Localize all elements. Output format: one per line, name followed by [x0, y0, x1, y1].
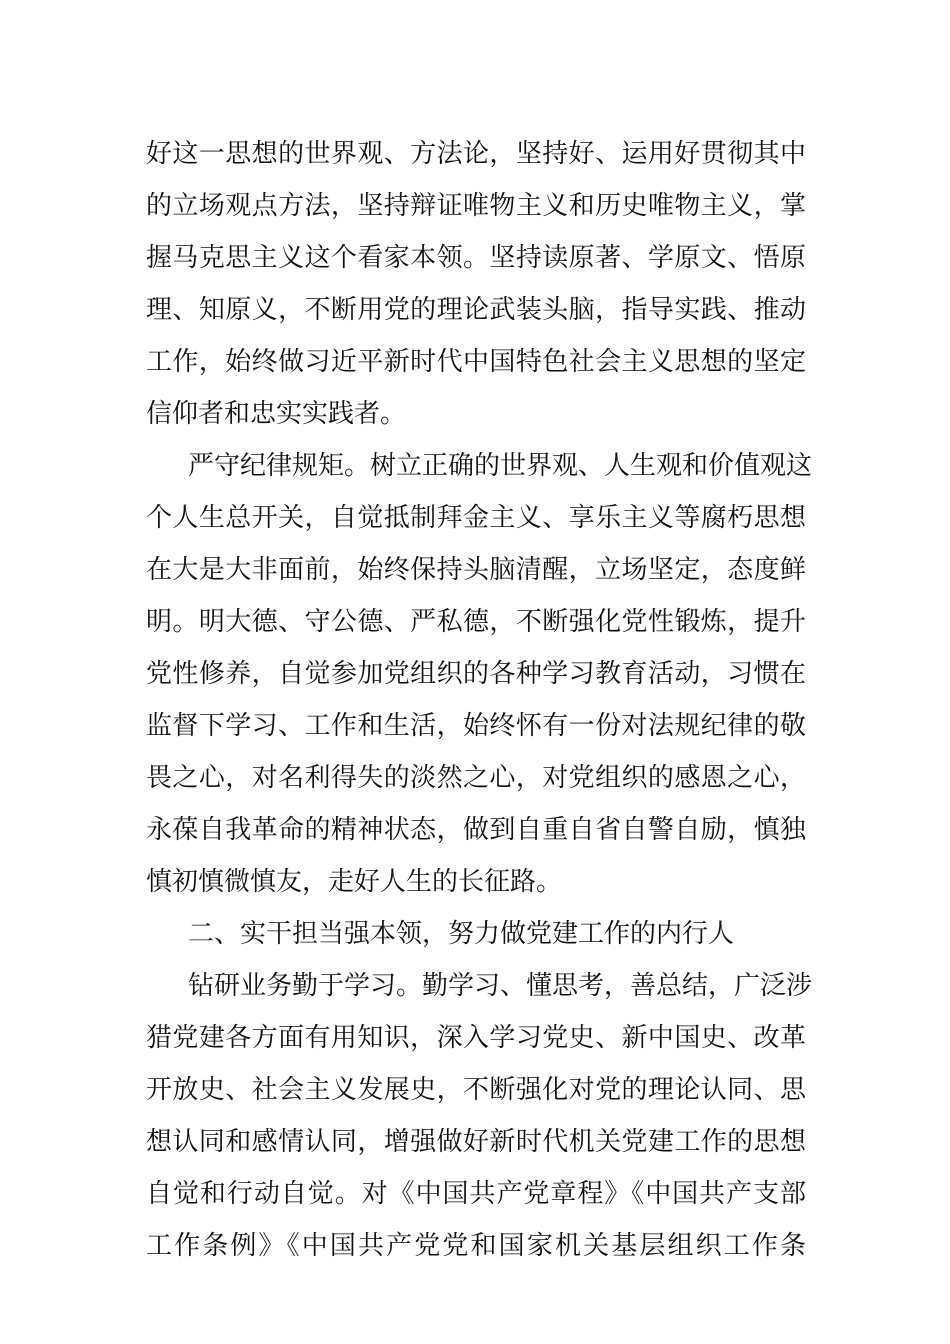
text-line: 监督下学习、工作和生活，始终怀有一份对法规纪律的敬 [146, 711, 806, 741]
document-page [146, 128, 813, 1272]
text-line: 自觉和行动自觉。对《中国共产党章程》《中国共产支部 [146, 1179, 806, 1209]
text-line: 党性修养，自觉参加党组织的各种学习教育活动，习惯在 [146, 659, 806, 689]
text-line: 畏之心，对名利得失的淡然之心，对党组织的感恩之心， [146, 763, 806, 793]
text-line: 想认同和感情认同，增强做好新时代机关党建工作的思想 [146, 1127, 806, 1157]
text-line: 工作条例》《中国共产党党和国家机关基层组织工作条 [146, 1231, 806, 1261]
text-line: 个人生总开关，自觉抵制拜金主义、享乐主义等腐朽思想 [146, 503, 806, 533]
text-line: 慎初慎微慎友，走好人生的长征路。 [146, 867, 563, 897]
text-line: 信仰者和忠实实践者。 [146, 399, 407, 429]
text-line: 在大是大非面前，始终保持头脑清醒，立场坚定，态度鲜 [146, 555, 806, 585]
text-line: 开放史、社会主义发展史，不断强化对党的理论认同、思 [146, 1075, 806, 1105]
text-line: 永葆自我革命的精神状态，做到自重自省自警自励，慎独 [146, 815, 806, 845]
paragraph-heading-line: 钻研业务勤于学习。勤学习、懂思考，善总结，广泛涉 [188, 971, 813, 1001]
text-line: 的立场观点方法，坚持辩证唯物主义和历史唯物主义，掌 [146, 191, 806, 221]
section-heading: 二、实干担当强本领，努力做党建工作的内行人 [188, 919, 735, 949]
paragraph-heading-line: 严守纪律规矩。树立正确的世界观、人生观和价值观这 [188, 451, 813, 481]
text-line: 猎党建各方面有用知识，深入学习党史、新中国史、改革 [146, 1023, 806, 1053]
text-line: 握马克思主义这个看家本领。坚持读原著、学原文、悟原 [146, 243, 806, 273]
text-line: 明。明大德、守公德、严私德，不断强化党性锻炼，提升 [146, 607, 806, 637]
text-line: 理、知原义，不断用党的理论武装头脑，指导实践、推动 [146, 295, 806, 325]
text-line: 工作，始终做习近平新时代中国特色社会主义思想的坚定 [146, 347, 806, 377]
text-line: 好这一思想的世界观、方法论，坚持好、运用好贯彻其中 [146, 139, 806, 169]
